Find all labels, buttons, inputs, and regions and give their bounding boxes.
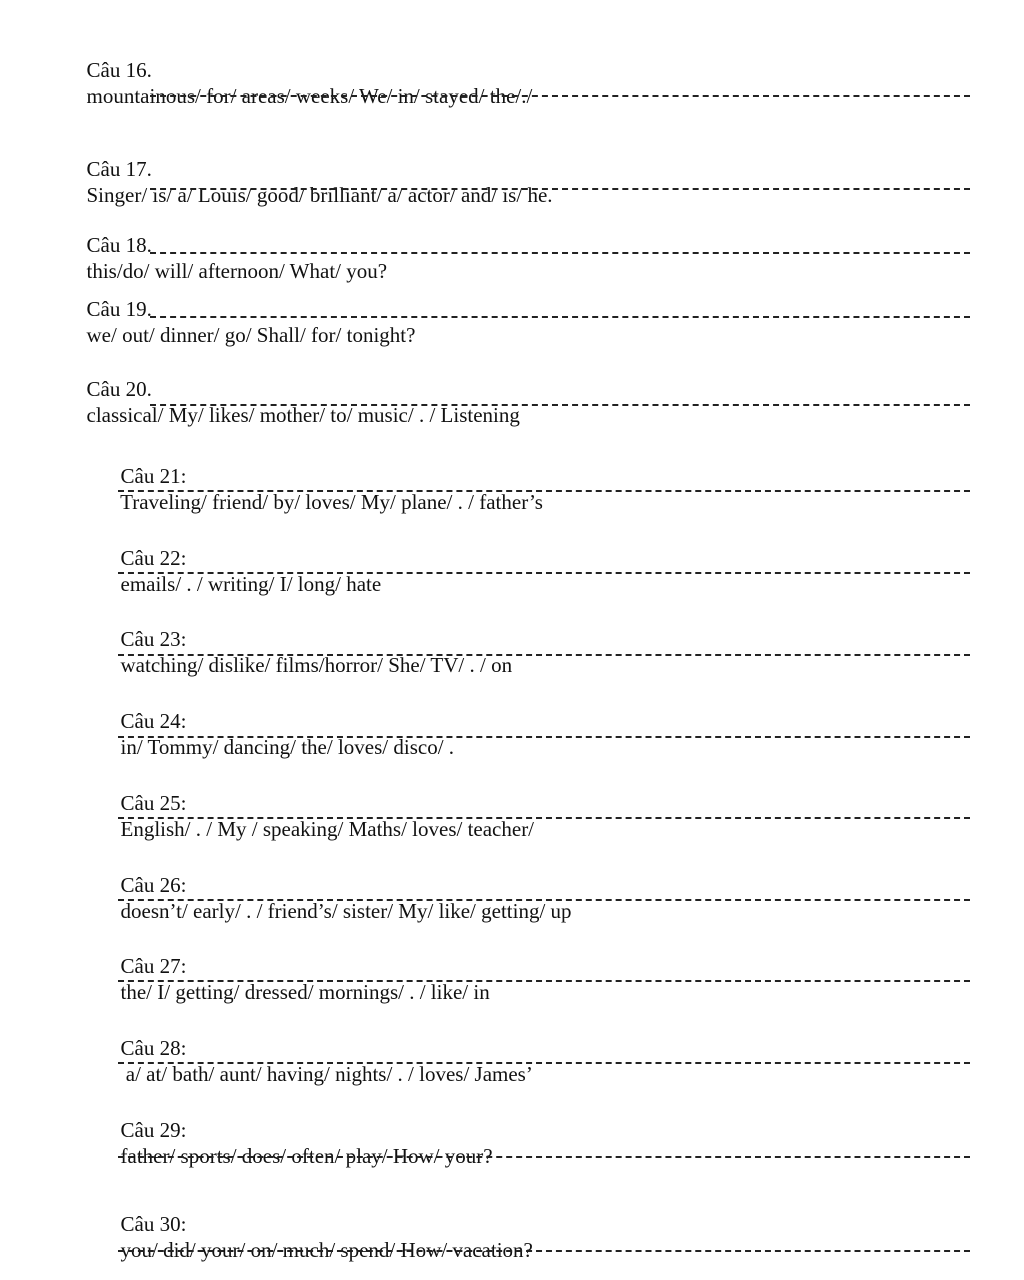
question-text: watching/ dislike/ films/horror/ She/ TV/ . / on — [120, 653, 513, 677]
answer-line-27[interactable] — [118, 980, 970, 982]
question-21 — [110, 437, 543, 515]
question-text: father/ sports/ does/ often/ play/ How/ your? — [120, 1144, 493, 1168]
answer-line-23[interactable] — [118, 654, 970, 656]
question-19 — [76, 270, 415, 348]
question-text: you/ did/ your/ on/ much/ spend/ How/ vacation? — [120, 1238, 533, 1262]
answer-line-25[interactable] — [118, 817, 970, 819]
question-24 — [110, 682, 454, 760]
question-text: this/do/ will/ afternoon/ What/ you? — [86, 259, 388, 283]
question-number: Câu 20. — [86, 377, 152, 401]
question-17 — [76, 130, 553, 208]
question-22 — [110, 519, 381, 597]
answer-line-20[interactable] — [150, 404, 970, 406]
question-number: Câu 30: — [120, 1212, 187, 1236]
question-number: Câu 23: — [120, 627, 187, 651]
question-number: Câu 25: — [120, 791, 187, 815]
question-text: Traveling/ friend/ by/ loves/ My/ plane/ . / father’s — [120, 490, 543, 514]
answer-line-21[interactable] — [118, 490, 970, 492]
question-text: the/ I/ getting/ dressed/ mornings/ . / like/ in — [120, 980, 490, 1004]
question-number: Câu 27: — [120, 954, 187, 978]
question-text: Singer/ is/ a/ Louis/ good/ brilliant/ a/ actor/ and/ is/ he. — [86, 183, 553, 207]
question-text: a/ at/ bath/ aunt/ having/ nights/ . / loves/ James’ — [120, 1062, 533, 1086]
question-number: Câu 18. — [86, 233, 152, 257]
question-number: Câu 24: — [120, 709, 187, 733]
question-23 — [110, 600, 512, 678]
answer-line-22[interactable] — [118, 572, 970, 574]
answer-line-29[interactable] — [118, 1156, 970, 1158]
question-number: Câu 26: — [120, 873, 187, 897]
question-26 — [110, 846, 572, 924]
answer-line-16[interactable] — [150, 95, 970, 97]
question-text: emails/ . / writing/ I/ long/ hate — [120, 572, 382, 596]
answer-line-18[interactable] — [150, 252, 970, 254]
question-text: in/ Tommy/ dancing/ the/ loves/ disco/ . — [120, 735, 455, 759]
question-text: mountainous/ for/ areas/ weeks/ We/ in/ stayed/ the/./ — [86, 84, 533, 108]
question-text: we/ out/ dinner/ go/ Shall/ for/ tonight? — [86, 323, 416, 347]
question-text: doesn’t/ early/ . / friend’s/ sister/ My/ like/ getting/ up — [120, 899, 572, 923]
answer-line-19[interactable] — [150, 316, 970, 318]
answer-line-30[interactable] — [118, 1250, 970, 1252]
question-number: Câu 22: — [120, 546, 187, 570]
question-25 — [110, 764, 534, 842]
answer-line-24[interactable] — [118, 736, 970, 738]
answer-line-26[interactable] — [118, 899, 970, 901]
question-number: Câu 19. — [86, 297, 152, 321]
question-16 — [76, 31, 532, 109]
question-number: Câu 16. — [86, 58, 152, 82]
question-27 — [110, 927, 490, 1005]
question-number: Câu 21: — [120, 464, 187, 488]
answer-line-17[interactable] — [150, 188, 970, 190]
question-28 — [110, 1009, 533, 1087]
question-text: classical/ My/ likes/ mother/ to/ music/ . / Listening — [86, 403, 520, 427]
question-number: Câu 29: — [120, 1118, 187, 1142]
question-20 — [76, 350, 520, 428]
question-text: English/ . / My / speaking/ Maths/ loves/ teacher/ — [120, 817, 535, 841]
question-number: Câu 17. — [86, 157, 152, 181]
answer-line-28[interactable] — [118, 1062, 970, 1064]
question-number: Câu 28: — [120, 1036, 187, 1060]
